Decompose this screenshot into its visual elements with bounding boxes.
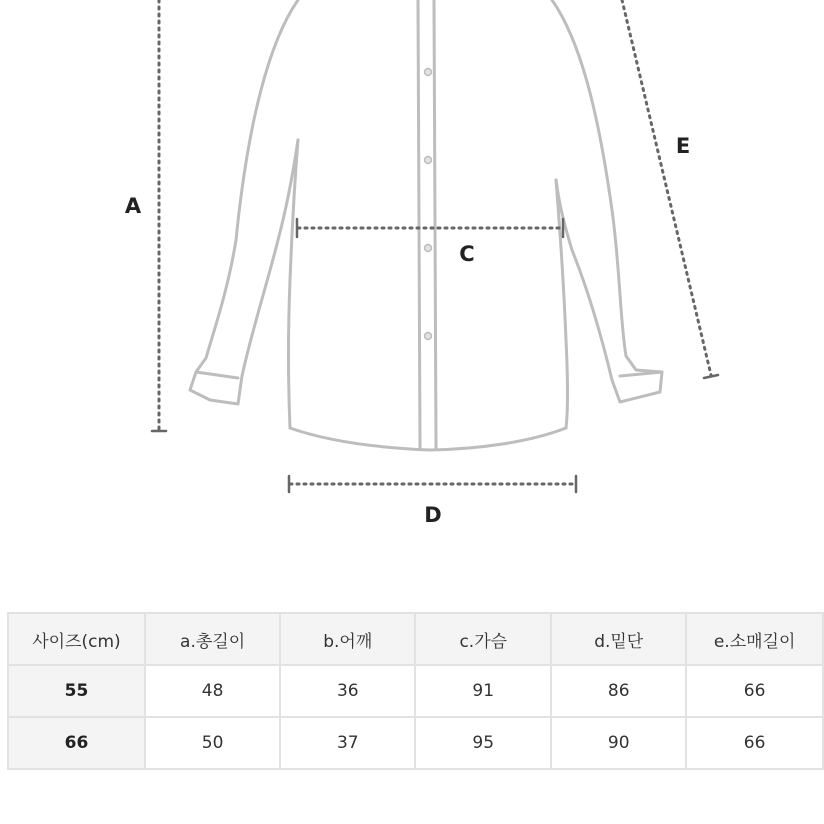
- total-length-value: 50: [145, 717, 280, 769]
- header-shoulder: b.어깨: [280, 613, 415, 665]
- header-chest: c.가슴: [415, 613, 551, 665]
- size-value: 66: [8, 717, 145, 769]
- header-hem: d.밑단: [551, 613, 686, 665]
- table-header-row: [8, 613, 823, 665]
- table-row: [8, 665, 823, 717]
- placket-left: [418, 0, 420, 448]
- header-size: 사이즈(cm): [8, 613, 145, 665]
- label-c: C: [459, 242, 475, 266]
- hem-value: 90: [551, 717, 686, 769]
- chest-value: 91: [415, 665, 551, 717]
- table-row: [8, 717, 823, 769]
- left-sleeve: [190, 0, 298, 404]
- header-sleeve-length: e.소매길이: [686, 613, 823, 665]
- label-a: A: [124, 194, 142, 218]
- shoulder-value: 37: [280, 717, 415, 769]
- hem: [290, 428, 566, 450]
- placket-right: [434, 0, 436, 448]
- sleeve-length-value: 66: [686, 717, 823, 769]
- label-e: E: [675, 134, 691, 158]
- label-d: D: [424, 503, 442, 527]
- total-length-value: 48: [145, 665, 280, 717]
- right-sleeve: [552, 0, 662, 402]
- hem-value: 86: [551, 665, 686, 717]
- dimension-line-e: [622, 0, 711, 375]
- left-cuff: [196, 372, 238, 378]
- sleeve-length-value: 66: [686, 665, 823, 717]
- chest-value: 95: [415, 717, 551, 769]
- buttons: [425, 69, 432, 340]
- size-chart-table: [7, 612, 824, 770]
- header-total-length: a.총길이: [145, 613, 280, 665]
- size-value: 55: [8, 665, 145, 717]
- dimension-cap-e-bottom: [704, 375, 718, 378]
- shoulder-value: 36: [280, 665, 415, 717]
- right-cuff: [620, 372, 662, 376]
